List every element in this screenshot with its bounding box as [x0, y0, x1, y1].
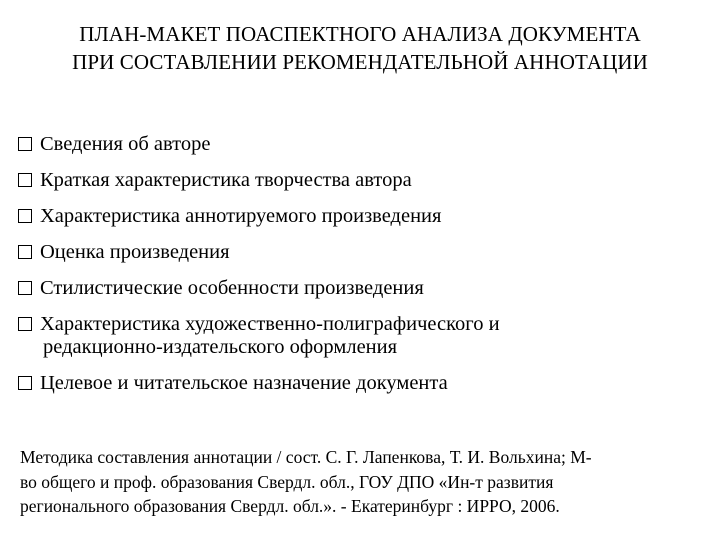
checklist-item — [18, 205, 708, 228]
reference-line-1: Методика составления аннотации / сост. С. Г. Лапенкова, Т. И. Вольхина; М- — [20, 447, 592, 467]
checklist-item-label: Характеристика аннотируемого произведения — [40, 205, 442, 227]
checklist-item-label: Стилистические особенности произведения — [40, 277, 424, 299]
checkbox-empty-icon — [18, 245, 32, 259]
checkbox-empty-icon — [18, 209, 32, 223]
checkbox-empty-icon — [18, 376, 32, 390]
checklist-item — [18, 241, 708, 264]
checklist-item-label: Целевое и читательское назначение документа — [40, 372, 448, 394]
checklist-item — [18, 169, 708, 192]
checklist-item-label: Краткая характеристика творчества автора — [40, 169, 412, 191]
checklist-item-label: Сведения об авторе — [40, 133, 211, 155]
checklist-item-label-continued: редакционно-издательского оформления — [43, 336, 398, 358]
bibliographic-reference — [20, 445, 692, 519]
checklist-item — [18, 277, 708, 300]
page-title — [0, 20, 720, 76]
title-line-1: ПЛАН-МАКЕТ ПОАСПЕКТНОГО АНАЛИЗА ДОКУМЕНТА — [79, 22, 641, 46]
checkbox-empty-icon — [18, 281, 32, 295]
title-line-2: ПРИ СОСТАВЛЕНИИ РЕКОМЕНДАТЕЛЬНОЙ АННОТАЦИИ — [72, 50, 648, 74]
checklist — [18, 133, 708, 408]
checklist-item — [18, 133, 708, 156]
reference-line-3: регионального образования Свердл. обл.». - Екатеринбург : ИРРО, 2006. — [20, 496, 560, 516]
checkbox-empty-icon — [18, 173, 32, 187]
checklist-item-label: Оценка произведения — [40, 241, 230, 263]
checkbox-empty-icon — [18, 317, 32, 331]
checklist-item-label: Характеристика художественно-полиграфического и — [40, 313, 500, 335]
checkbox-empty-icon — [18, 137, 32, 151]
checklist-item — [18, 372, 708, 395]
reference-line-2: во общего и проф. образования Свердл. обл., ГОУ ДПО «Ин-т развития — [20, 471, 554, 492]
checklist-item — [18, 313, 708, 359]
